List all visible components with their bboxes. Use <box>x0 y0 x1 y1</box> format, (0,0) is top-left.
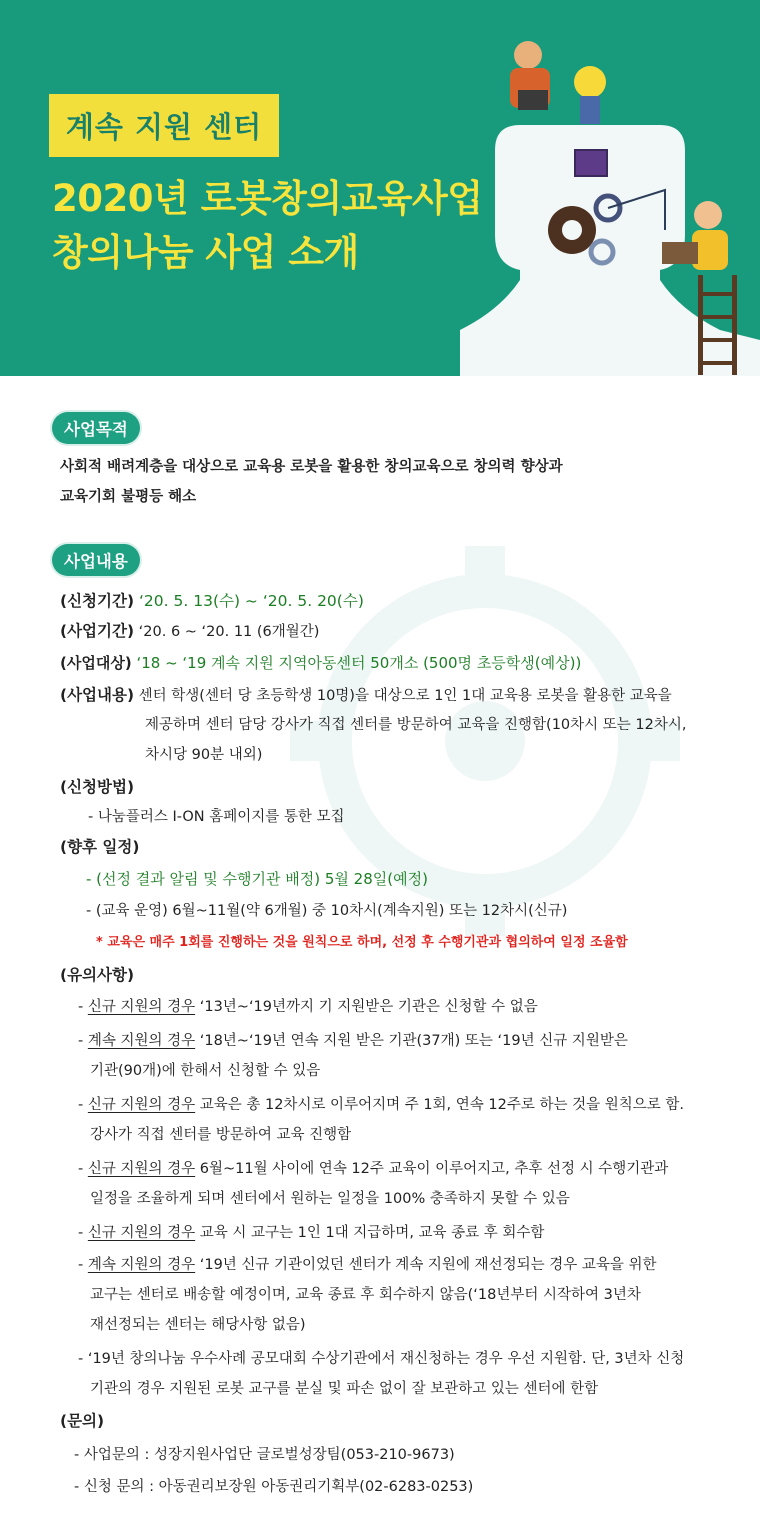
note-text: 6월~11월 사이에 연속 12주 교육이 이루어지고, 추후 선정 시 수행기관과 <box>195 1161 669 1177</box>
note-item: - 신규 지원의 경우 6월~11월 사이에 연속 12주 교육이 이루어지고, 추후 선정 시 수행기관과 <box>78 1161 669 1177</box>
apply-period-value: ‘20. 5. 13(수) ~ ‘20. 5. 20(수) <box>139 592 364 610</box>
note-continuation: 기관의 경우 지원된 로봇 교구를 분실 및 파손 없이 잘 보관하고 있는 센터에 한함 <box>90 1381 599 1397</box>
note-text: ‘18년~‘19년 연속 지원 받은 기관(37개) 또는 ‘19년 신규 지원받은 <box>195 1033 628 1049</box>
note-item: - ‘19년 창의나눔 우수사례 공모대회 수상기관에서 재신청하는 경우 우선 지원함. 단, 3년차 신청 <box>78 1351 685 1367</box>
note-text: 교육은 총 12차시로 이루어지며 주 1회, 연속 12주로 하는 것을 원칙으로 함. <box>195 1097 684 1113</box>
project-period-row <box>60 616 319 647</box>
note-text: ‘13년~‘19년까지 기 지원받은 기관은 신청할 수 없음 <box>195 999 538 1015</box>
apply-period-label: (신청기간) <box>60 592 135 610</box>
target-row <box>60 648 581 678</box>
purpose-text-line-1: 사회적 배려계층을 대상으로 교육용 로봇을 활용한 창의교육으로 창의력 향상과 <box>60 459 563 475</box>
details-row <box>60 680 672 711</box>
contact-inquiry: - 사업문의 : 성장지원사업단 글로벌성장팀(053-210-9673) <box>74 1447 455 1463</box>
method-item: - 나눔플러스 I-ON 홈페이지를 통한 모집 <box>88 809 345 825</box>
project-period-value: ‘20. 6 ~ ‘20. 11 (6개월간) <box>138 624 320 640</box>
page-title <box>52 172 483 280</box>
target-value: ‘18 ~ ‘19 계속 지원 지역아동센터 50개소 (500명 초등학생(예상)) <box>136 654 582 672</box>
details-line-3: 차시당 90분 내외) <box>145 747 263 763</box>
note-item: - 신규 지원의 경우 ‘13년~‘19년까지 기 지원받은 기관은 신청할 수 없음 <box>78 999 538 1015</box>
note-continuation: 기관(90개)에 한해서 신청할 수 있음 <box>90 1063 321 1079</box>
schedule-note: * 교육은 매주 1회를 진행하는 것을 원칙으로 하며, 선정 후 수행기관과 협의하여 일정 조율함 <box>96 935 628 950</box>
note-continuation: 교구는 센터로 배송할 예정이며, 교육 종료 후 회수하지 않음(‘18년부터 시작하여 3년차 <box>90 1287 641 1303</box>
note-item: - 계속 지원의 경우 ‘18년~‘19년 연속 지원 받은 기관(37개) 또는 ‘19년 신규 지원받은 <box>78 1033 628 1049</box>
note-item: - 신규 지원의 경우 교육은 총 12차시로 이루어지며 주 1회, 연속 12주로 하는 것을 원칙으로 함. <box>78 1097 684 1113</box>
note-text: 교육 시 교구는 1인 1대 지급하며, 교육 종료 후 회수함 <box>195 1225 545 1241</box>
contact-label: (문의) <box>60 1412 105 1430</box>
purpose-heading-badge: 사업목적 <box>52 412 140 444</box>
schedule-item-1: - (선정 결과 알림 및 수행기관 배정) 5월 28일(예정) <box>86 870 428 888</box>
target-label: (사업대상) <box>60 654 132 672</box>
notes-label: (유의사항) <box>60 966 135 984</box>
apply-period-row <box>60 586 364 616</box>
note-item: - 신규 지원의 경우 교육 시 교구는 1인 1대 지급하며, 교육 종료 후 회수함 <box>78 1225 545 1241</box>
content-area <box>0 376 760 1530</box>
details-line-1: 센터 학생(센터 당 초등학생 10명)을 대상으로 1인 1대 교육용 로봇을 활용한 교육을 <box>138 688 672 704</box>
note-underline: 신규 지원의 경우 <box>87 1225 196 1241</box>
robot-head-illustration <box>440 30 760 376</box>
note-underline: 신규 지원의 경우 <box>87 1097 196 1113</box>
details-label: (사업내용) <box>60 686 135 704</box>
note-underline: 신규 지원의 경우 <box>87 999 196 1015</box>
note-continuation: 재선정되는 센터는 해당사항 없음) <box>90 1317 306 1333</box>
note-text: ‘19년 창의나눔 우수사례 공모대회 수상기관에서 재신청하는 경우 우선 지원함. 단, 3년차 신청 <box>87 1351 685 1367</box>
category-tag: 계속 지원 센터 <box>49 94 279 157</box>
title-line-2: 창의나눔 사업 소개 <box>52 231 359 274</box>
method-label: (신청방법) <box>60 778 135 796</box>
details-line-2: 제공하며 센터 담당 강사가 직접 센터를 방문하여 교육을 진행함(10차시 또는 12차시, <box>145 717 687 733</box>
note-text: ‘19년 신규 기관이었던 센터가 계속 지원에 재선정되는 경우 교육을 위한 <box>195 1257 657 1273</box>
title-line-1: 2020년 로봇창의교육사업 <box>52 177 483 220</box>
note-underline: 신규 지원의 경우 <box>87 1161 196 1177</box>
project-period-label: (사업기간) <box>60 622 135 640</box>
note-item: - 계속 지원의 경우 ‘19년 신규 기관이었던 센터가 계속 지원에 재선정되는 경우 교육을 위한 <box>78 1257 657 1273</box>
content-heading-badge: 사업내용 <box>52 544 140 576</box>
note-continuation: 강사가 직접 센터를 방문하여 교육 진행함 <box>90 1127 352 1143</box>
schedule-item-2: - (교육 운영) 6월~11월(약 6개월) 중 10차시(계속지원) 또는 12차시(신규) <box>86 903 568 919</box>
note-continuation: 일정을 조율하게 되며 센터에서 원하는 일정을 100% 충족하지 못할 수 있음 <box>90 1191 570 1207</box>
contact-application: - 신청 문의 : 아동권리보장원 아동권리기획부(02-6283-0253) <box>74 1479 474 1495</box>
note-underline: 계속 지원의 경우 <box>87 1257 196 1273</box>
purpose-text-line-2: 교육기회 불평등 해소 <box>60 489 197 505</box>
header-banner <box>0 0 760 376</box>
schedule-label: (향후 일정) <box>60 838 140 856</box>
note-underline: 계속 지원의 경우 <box>87 1033 196 1049</box>
